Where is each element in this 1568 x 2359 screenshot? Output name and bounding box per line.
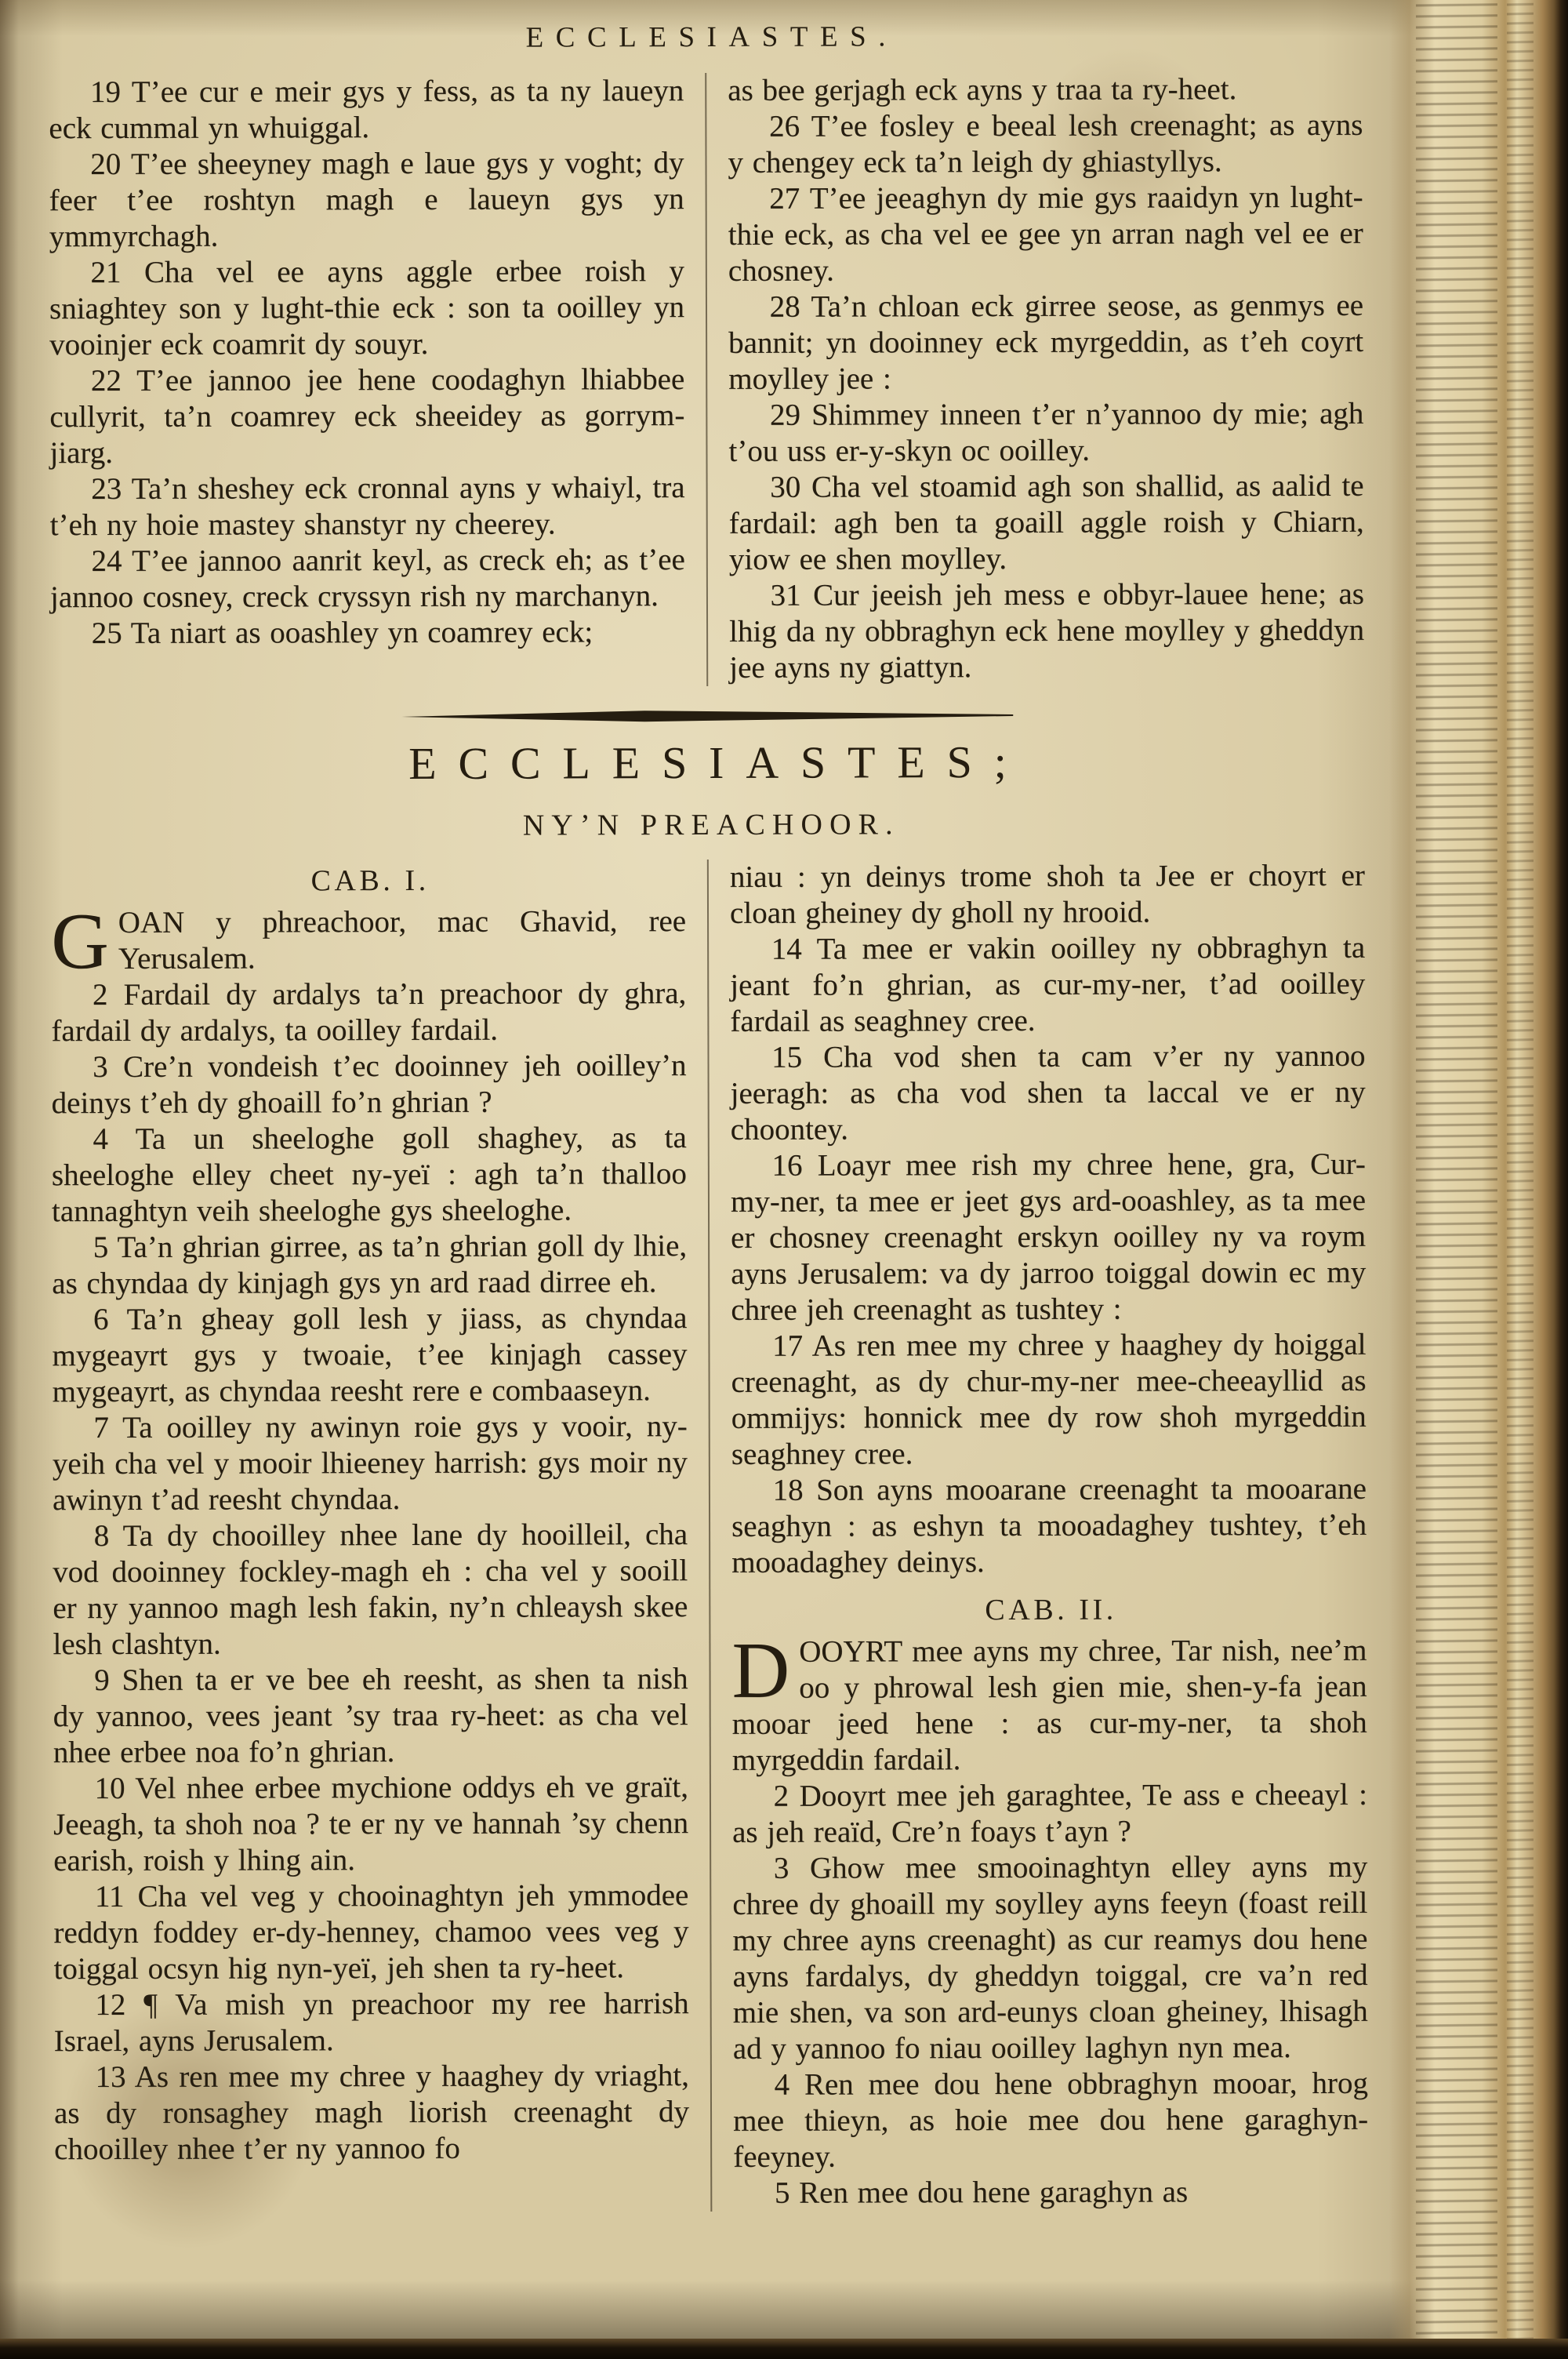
verse-paragraph: 22 T’ee jannoo jee hene coodaghyn lhiabbee cullyrit, ta’n coamrey eck sheeidey as gorrym-jiarg. [49, 362, 685, 471]
verse-paragraph: 2 Fardail dy ardalys ta’n preachoor dy ghra, fardail dy ardalys, ta ooilley fardail. [51, 976, 687, 1049]
verse-list [732, 1777, 1368, 2212]
column-divider-rule [707, 860, 713, 2212]
book-subtitle: NY’N PREACHOOR. [522, 808, 900, 842]
verse-text: OOYRT mee ayns my chree, Tar nish, nee’m oo y phrowal lesh gien mie, shen-y-fa jean mooar jeed hene : as cur-my-ner, ta shoh myrgeddin fardail. [731, 1633, 1367, 1777]
previous-chapter-left-column [49, 73, 685, 652]
previous-chapter-section [49, 71, 1364, 688]
verse-paragraph: 29 Shimmey inneen t’er n’yannoo dy mie; agh t’ou uss er-y-skyn oc ooilley. [728, 396, 1364, 468]
drop-cap-letter: G [50, 896, 109, 987]
verse-paragraph: 6 Ta’n gheay goll lesh y jiass, as chyndaa mygeayrt gys y twoaie, t’ee kinjagh cassey mygeayrt, as chyndaa reesht rere e combaaseyn. [52, 1301, 688, 1409]
opposite-page-text-fragments [1507, 0, 1534, 2359]
chapter-text-section [51, 858, 1369, 2213]
section-divider-ornament [401, 709, 1013, 723]
verse-paragraph: 2 Dooyrt mee jeh garaghtee, Te ass e cheeayl : as jeh reaïd, Cre’n foays t’ayn ? [732, 1777, 1368, 1849]
opposite-page-curled-edge [1389, 0, 1568, 2359]
chapter1-heading: CAB. I. [310, 863, 430, 898]
verse-paragraph: 7 Ta ooilley ny awinyn roie gys y vooir, ny-yeih cha vel y mooir lhieeney harrish: gys moir ny awinyn t’ad reesht chyndaa. [52, 1409, 688, 1518]
column-divider-rule [705, 73, 708, 686]
verse-paragraph: 16 Loayr mee rish my chree hene, gra, Cur-my-ner, ta mee er jeet gys ard-ooashley, as ta mee er chosney creenaght erskyn ooilley ny va roym ayns Jerusalem: va dy jarroo toiggal dowin ec my chree jeh creenaght as tushtey : [730, 1147, 1367, 1327]
verse-paragraph: 8 Ta dy chooilley nhee lane dy hooilleil, cha vod dooinney fockley-magh eh : cha vel y sooill er ny yannoo magh lesh fakin, ny’n chleaysh skee lesh clashtyn. [53, 1518, 688, 1662]
verse-text: OAN y phreachoor, mac Ghavid, ree Yerusalem. [118, 904, 687, 976]
verse-paragraph: 21 Cha vel ee ayns aggle erbee roish y sniaghtey son y lught-thie eck : son ta ooilley yn vooinjer eck coamrit dy souyr. [49, 254, 685, 362]
verse-paragraph: 9 Shen ta er ve bee eh reesht, as shen ta nish dy yannoo, vees jeant ’sy traa ry-heet: as cha vel nhee erbee noa fo’n ghrian. [53, 1662, 688, 1770]
verse-paragraph: 14 Ta mee er vakin ooilley ny obbraghyn ta jeant fo’n ghrian, as cur-my-ner, t’ad ooilley fardail as seaghney cree. [730, 930, 1366, 1038]
verse-list [728, 107, 1364, 686]
page-content [49, 8, 1368, 2213]
verse-paragraph [731, 1626, 1367, 1779]
verse-paragraph: 20 T’ee sheeyney magh e laue gys y voght; dy feer t’ee roshtyn magh e laueyn gys yn ymmyrchagh. [49, 146, 684, 254]
verse-paragraph: 3 Ghow mee smooinaghtyn elley ayns my chree dy ghoaill my soylley ayns feeyn (foast reill my chree ayns creenaght) as cur reamys dou hene ayns fardalys, dy gheddyn toiggal, cre va’n red mie shen, va son ard-eunys cloan gheiney, lhisagh ad y yannoo fo niau ooilley laghyn nyn mea. [732, 1849, 1368, 2066]
continuation-paragraph: niau : yn deinys trome shoh ta Jee er choyrt er cloan gheiney dy gholl ny hrooid. [729, 858, 1365, 930]
verse-paragraph: 23 Ta’n sheshey eck cronnal ayns y whaiyl, tra t’eh ny hoie mastey shanstyr ny cheerey. [49, 471, 685, 543]
verse-list [51, 976, 689, 2168]
verse-paragraph: 3 Cre’n vondeish t’ec dooinney jeh ooilley’n deinys t’eh dy ghoaill fo’n ghrian ? [51, 1049, 687, 1121]
chapter1-left-column [51, 860, 689, 2168]
verse-list [730, 930, 1367, 1581]
chapter1-right-column [730, 858, 1369, 2212]
book-title: ECCLESIASTES; [408, 736, 1029, 789]
verse-paragraph: 15 Cha vod shen ta cam v’er ny yannoo jeeragh: as cha vod shen ta laccal ve er ny choontey. [730, 1038, 1366, 1147]
verse-list [49, 73, 685, 652]
book-bottom-edge [0, 2339, 1568, 2359]
previous-chapter-right-column [728, 71, 1364, 686]
verse-paragraph: 24 T’ee jannoo aanrit keyl, as creck eh; as t’ee jannoo cosney, creck cryssyn rish ny marchanyn. [49, 543, 685, 615]
verse-paragraph: 28 Ta’n chloan eck girree seose, as genmys ee bannit; yn dooinney eck myrgeddin, as t’eh coyrt moylley jee : [728, 288, 1364, 396]
running-head: ECCLESIASTES. [525, 20, 898, 54]
verse-paragraph: 11 Cha vel veg y chooinaghtyn jeh ymmodee reddyn foddey er-dy-henney, chamoo vees veg y toiggal ocsyn hig nyn-yeï, jeh shen ta ry-heet. [53, 1878, 689, 1986]
drop-cap-letter: D [731, 1626, 790, 1715]
verse-paragraph: 19 T’ee cur e meir gys y fess, as ta ny laueyn eck cummal yn whuiggal. [49, 74, 684, 146]
verse-paragraph: 5 Ren mee dou hene garaghyn as [774, 2175, 1189, 2210]
verse-paragraph: 31 Cur jeeish jeh mess e obbyr-lauee hene; as lhig da ny obbraghyn eck hene moylley y gheddyn jee ayns ny giattyn. [729, 576, 1365, 685]
verse-paragraph: 17 As ren mee my chree y haaghey dy hoiggal creenaght, as dy chur-my-ner mee-cheeayllid as ommijys: honnick mee dy row shoh myrgeddin seaghney cree. [731, 1327, 1367, 1471]
opposite-page-text-fragments [1416, 0, 1497, 2359]
verse-paragraph: 27 T’ee jeeaghyn dy mie gys raaidyn yn lught-thie eck, as cha vel ee gee yn arran nagh vel ee er chosney. [728, 180, 1363, 288]
verse-paragraph: 26 T’ee fosley e beeal lesh creenaght; as ayns y chengey eck ta’n leigh dy ghiastyllys. [728, 107, 1363, 180]
chapter2-heading: CAB. II. [985, 1593, 1117, 1627]
verse-paragraph: 18 Son ayns mooarane creenaght ta mooarane seaghyn : as eshyn ta mooadaghey tushtey, t’eh mooadaghey deinys. [731, 1471, 1367, 1579]
verse-paragraph: 12 ¶ Va mish yn preachoor my ree harrish Israel, ayns Jerusalem. [53, 1986, 689, 2059]
verse-paragraph: 25 Ta niart as ooashley yn coamrey eck; [91, 615, 593, 651]
verse-paragraph: 30 Cha vel stoamid agh son shallid, as aalid te fardail: agh ben ta goaill aggle roish y Chiarn, yiow ee shen moylley. [728, 468, 1364, 576]
verse-paragraph: 5 Ta’n ghrian girree, as ta’n ghrian goll dy lhie, as chyndaa dy kinjagh gys yn ard raad dirree eh. [52, 1229, 688, 1301]
verse-paragraph: 10 Vel nhee erbee mychione oddys eh ve graït, Jeeagh, ta shoh noa ? te er ny ve hannah ’sy chenn earish, roish y lhing ain. [53, 1770, 689, 1878]
verse-paragraph: 4 Ta un sheeloghe goll shaghey, as ta sheeloghe elley cheet ny-yeï : agh ta’n thalloo tannaghtyn veih sheeloghe gys sheeloghe. [51, 1121, 687, 1229]
verse-paragraph [50, 896, 687, 987]
verse-paragraph: 4 Ren mee dou hene obbraghyn mooar, hrog mee thieyn, as hoie mee dou hene garaghyn-feeyney. [732, 2066, 1369, 2174]
continuation-paragraph: as bee gerjagh eck ayns y traa ta ry-heet. [728, 72, 1237, 107]
verse-paragraph: 13 As ren mee my chree y haaghey dy vriaght, as dy ronsaghey magh liorish creenaght dy chooilley nhee t’er ny yannoo fo [53, 2059, 690, 2167]
